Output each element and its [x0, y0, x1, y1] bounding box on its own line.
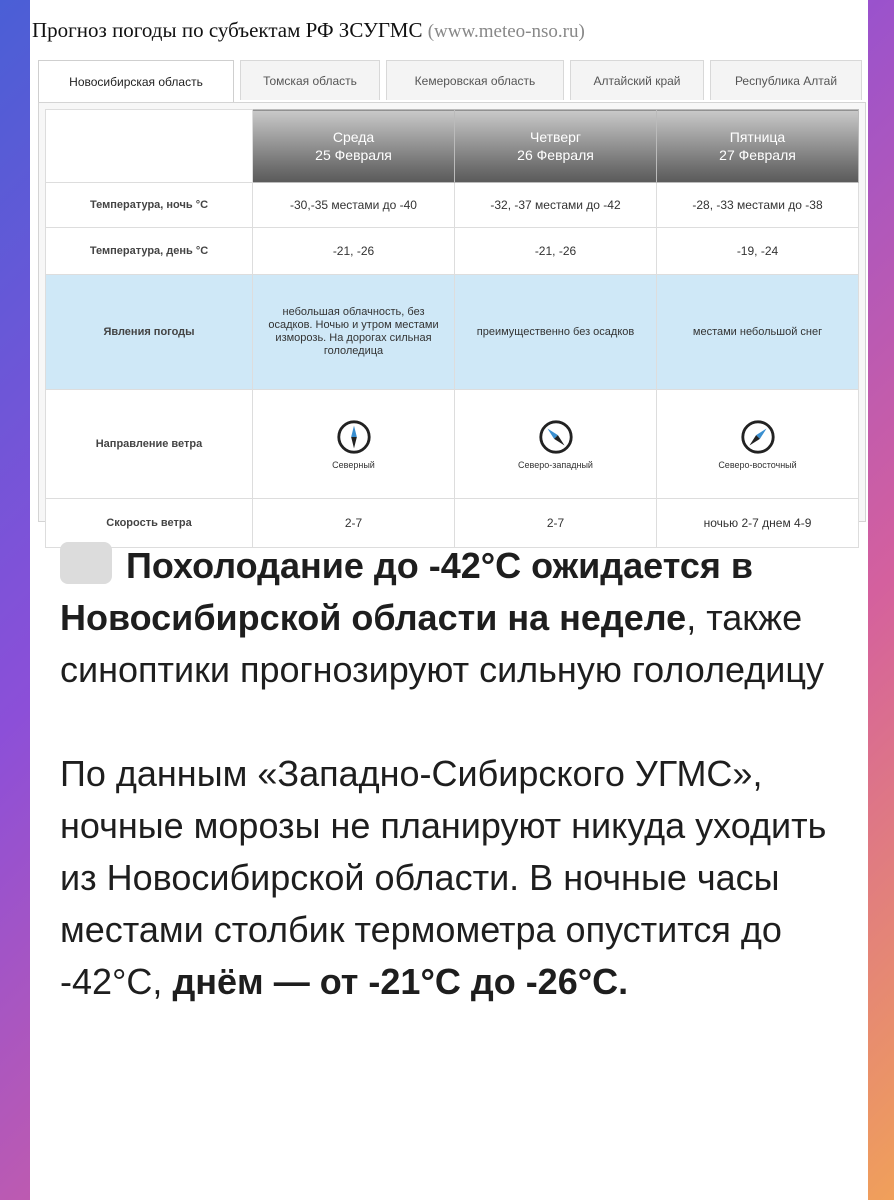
table-cell: -19, -24	[657, 228, 859, 275]
region-tabs	[38, 60, 868, 102]
wind-direction-label: Северный	[332, 460, 375, 470]
forecast-table-panel	[38, 102, 866, 530]
body-text: По данным «Западно-Сибирского УГМС», ночные морозы не планируют никуда уходить из Новосибирской области. В ночные часы местами столбик термометра опустится до -42°C,	[60, 753, 827, 1002]
date: 27 Февраля	[719, 147, 796, 163]
snowflake-emoji-icon	[60, 542, 112, 584]
weekday: Пятница	[729, 129, 786, 145]
post-text	[60, 540, 860, 1008]
weekday: Четверг	[529, 129, 582, 145]
headline-paragraph	[60, 540, 860, 696]
table-cell: 2-7	[253, 499, 455, 548]
compass-north-icon	[335, 418, 373, 456]
forecast-table	[45, 109, 859, 548]
table-cell: -21, -26	[253, 228, 455, 275]
table-row	[46, 275, 859, 390]
row-label: Явления погоды	[46, 275, 253, 390]
table-cell: небольшая облачность, без осадков. Ночью и утром местами изморозь. На дорогах сильная гололедица	[253, 275, 455, 390]
wind-direction-label: Северо-восточный	[718, 460, 797, 470]
tab-kemerovo[interactable]: Кемеровская область	[386, 60, 564, 100]
table-row	[46, 183, 859, 228]
table-cell: -30,-35 местами до -40	[253, 183, 455, 228]
date: 26 Февраля	[517, 147, 594, 163]
tab-tomsk[interactable]: Томская область	[240, 60, 380, 100]
table-cell: 2-7	[455, 499, 657, 548]
day-header	[253, 110, 455, 183]
body-bold: днём — от -21°C до -26°C.	[172, 961, 629, 1002]
site-title	[32, 18, 585, 43]
table-row	[46, 390, 859, 499]
row-label: Направление ветра	[46, 390, 253, 499]
row-label: Температура, день °C	[46, 228, 253, 275]
weekday: Среда	[332, 129, 375, 145]
table-cell: -32, -37 местами до -42	[455, 183, 657, 228]
table-cell: ночью 2-7 днем 4-9	[657, 499, 859, 548]
body-paragraph	[60, 748, 860, 1008]
site-url[interactable]: (www.meteo-nso.ru)	[427, 21, 585, 42]
table-cell	[657, 390, 859, 499]
wind-direction-label: Северо-западный	[518, 460, 593, 470]
table-cell: -28, -33 местами до -38	[657, 183, 859, 228]
table-row	[46, 228, 859, 275]
post-card	[30, 0, 868, 1200]
row-label: Температура, ночь °C	[46, 183, 253, 228]
table-cell	[253, 390, 455, 499]
tab-altai-krai[interactable]: Алтайский край	[570, 60, 704, 100]
row-label: Скорость ветра	[46, 499, 253, 548]
site-title-text: Прогноз погоды по субъектам РФ ЗСУГМС	[32, 18, 423, 42]
table-cell	[455, 390, 657, 499]
headline-bold: Похолодание до -42°C ожидается в Новосибирской области на неделе	[60, 545, 754, 638]
day-header	[455, 110, 657, 183]
table-cell: -21, -26	[455, 228, 657, 275]
tab-novosibirsk[interactable]: Новосибирская область	[38, 60, 234, 102]
tab-altai-republic[interactable]: Республика Алтай	[710, 60, 862, 100]
table-cell: местами небольшой снег	[657, 275, 859, 390]
compass-northwest-icon	[537, 418, 575, 456]
table-cell: преимущественно без осадков	[455, 275, 657, 390]
table-header-row	[46, 110, 859, 183]
date: 25 Февраля	[315, 147, 392, 163]
day-header	[657, 110, 859, 183]
headline-rest: , также синоптики прогнозируют сильную гололедицу	[60, 597, 824, 690]
compass-northeast-icon	[739, 418, 777, 456]
header-empty-cell	[46, 110, 253, 183]
